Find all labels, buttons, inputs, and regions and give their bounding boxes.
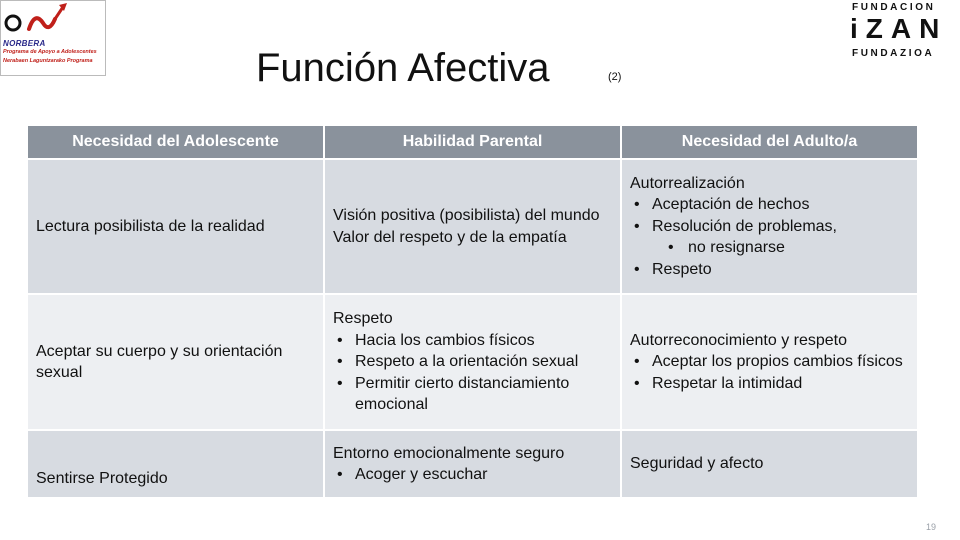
list-item: • Resolución de problemas, (630, 216, 909, 238)
list-item: • Permitir cierto distanciamiento emocional (333, 373, 612, 416)
row1-col2-line2: Valor del respeto y de la empatía (333, 228, 567, 246)
list-item: • Aceptar los propios cambios físicos (630, 351, 909, 373)
list-item: • Hacia los cambios físicos (333, 330, 612, 352)
logo-tagline-2: Nerabaen Laguntzarako Programa (3, 58, 93, 64)
list-item: • Respeto a la orientación sexual (333, 351, 612, 373)
row2-adult-need (621, 294, 918, 430)
row3-col2-heading: Entorno emocionalmente seguro (333, 444, 565, 462)
page-title: Función Afectiva (256, 46, 550, 90)
row3-col1-text: Sentirse Protegido (36, 469, 168, 487)
row3-adult-need (621, 430, 918, 498)
row1-col1-text: Lectura posibilista de la realidad (36, 217, 265, 235)
izan-logo-main-text: iZAN (850, 13, 948, 44)
title-suffix: (2) (608, 71, 622, 83)
izan-logo-top-text: FUNDACION (852, 2, 936, 13)
norbera-logo (0, 0, 106, 76)
row1-adolescent-need (27, 159, 324, 294)
row1-col2-line1: Visión positiva (posibilista) del mundo (333, 207, 600, 224)
logo-brand-text: NORBERA (3, 39, 46, 48)
table-row (27, 430, 918, 498)
table-row (27, 294, 918, 430)
header-adolescent-need: Necesidad del Adolescente (27, 125, 324, 159)
row2-col3-heading: Autorreconocimiento y respeto (630, 331, 847, 349)
row3-adolescent-need (27, 430, 324, 498)
comparison-table (26, 124, 919, 499)
list-item: • Respeto (630, 259, 909, 281)
row1-adult-need (621, 159, 918, 294)
header-parental-skill: Habilidad Parental (324, 125, 621, 159)
row2-adolescent-need (27, 294, 324, 430)
izan-logo-bottom-text: FUNDAZIOA (852, 48, 935, 59)
row3-col3-heading: Seguridad y afecto (630, 455, 764, 473)
logo-tagline-1: Programa de Apoyo a Adolescentes (3, 49, 97, 55)
list-item: • Aceptación de hechos (630, 194, 909, 216)
page-number: 19 (926, 522, 937, 532)
row3-col2-list (333, 464, 612, 486)
row1-col3-list (630, 194, 909, 280)
row2-col1-text: Aceptar su cuerpo y su orientación sexual (36, 342, 283, 381)
table-row (27, 159, 918, 294)
row2-parental-skill (324, 294, 621, 430)
norbera-logo-graphic (1, 1, 105, 41)
row3-parental-skill (324, 430, 621, 498)
row2-col2-heading: Respeto (333, 310, 393, 328)
row2-col2-list (333, 330, 612, 416)
izan-logo (850, 0, 960, 62)
list-subitem: • no resignarse (630, 237, 909, 259)
list-item: • Acoger y escuchar (333, 464, 612, 486)
row1-parental-skill (324, 159, 621, 294)
row2-col3-list (630, 351, 909, 394)
table-header-row (27, 125, 918, 159)
row1-col3-heading: Autorrealización (630, 174, 745, 192)
header-adult-need: Necesidad del Adulto/a (621, 125, 918, 159)
list-item: • Respetar la intimidad (630, 373, 909, 395)
izan-logo-wordmark (850, 13, 960, 45)
